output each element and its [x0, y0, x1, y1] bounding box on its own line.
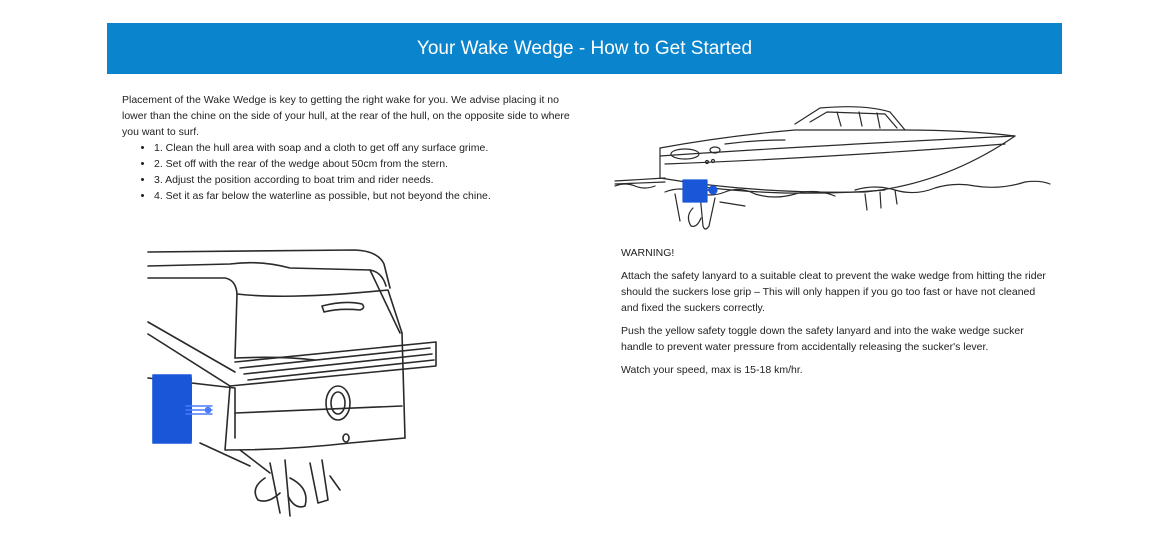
page-title: Your Wake Wedge - How to Get Started	[416, 37, 753, 59]
boat-rear-illustration	[140, 238, 440, 520]
page-banner	[107, 23, 1062, 74]
warning-paragraph-toggle: Push the yellow safety toggle down the safety lanyard and into the wake wedge sucker handle to prevent water pressure from accidentally releasing the sucker's lever.	[621, 325, 1024, 353]
warning-heading: WARNING!	[621, 247, 675, 259]
intro-section	[122, 92, 584, 204]
boat-side-illustration	[605, 86, 1060, 236]
intro-paragraph: Placement of the Wake Wedge is key to getting the right wake for you. We advise placing it no lower than the chine on the side of your hull, at the rear of the hull, on the opposite side to where you want to surf.	[122, 94, 570, 138]
warning-paragraph-lanyard: Attach the safety lanyard to a suitable cleat to prevent the wake wedge from hitting the rider should the suckers lose grip – This will only happen if you go too fast or have not cleaned and fixed the suckers correctly.	[621, 270, 1046, 314]
warning-section	[621, 245, 1051, 385]
step-item: • 3. Adjust the position according to boat trim and rider needs.	[154, 172, 584, 188]
step-item: • 2. Set off with the rear of the wedge about 50cm from the stern.	[154, 156, 584, 172]
warning-paragraph-speed: Watch your speed, max is 15-18 km/hr.	[621, 364, 803, 376]
step-item: • 4. Set it as far below the waterline as possible, but not beyond the chine.	[154, 188, 584, 204]
step-item: • 1. Clean the hull area with soap and a cloth to get off any surface grime.	[154, 140, 584, 156]
steps-list	[122, 140, 584, 204]
